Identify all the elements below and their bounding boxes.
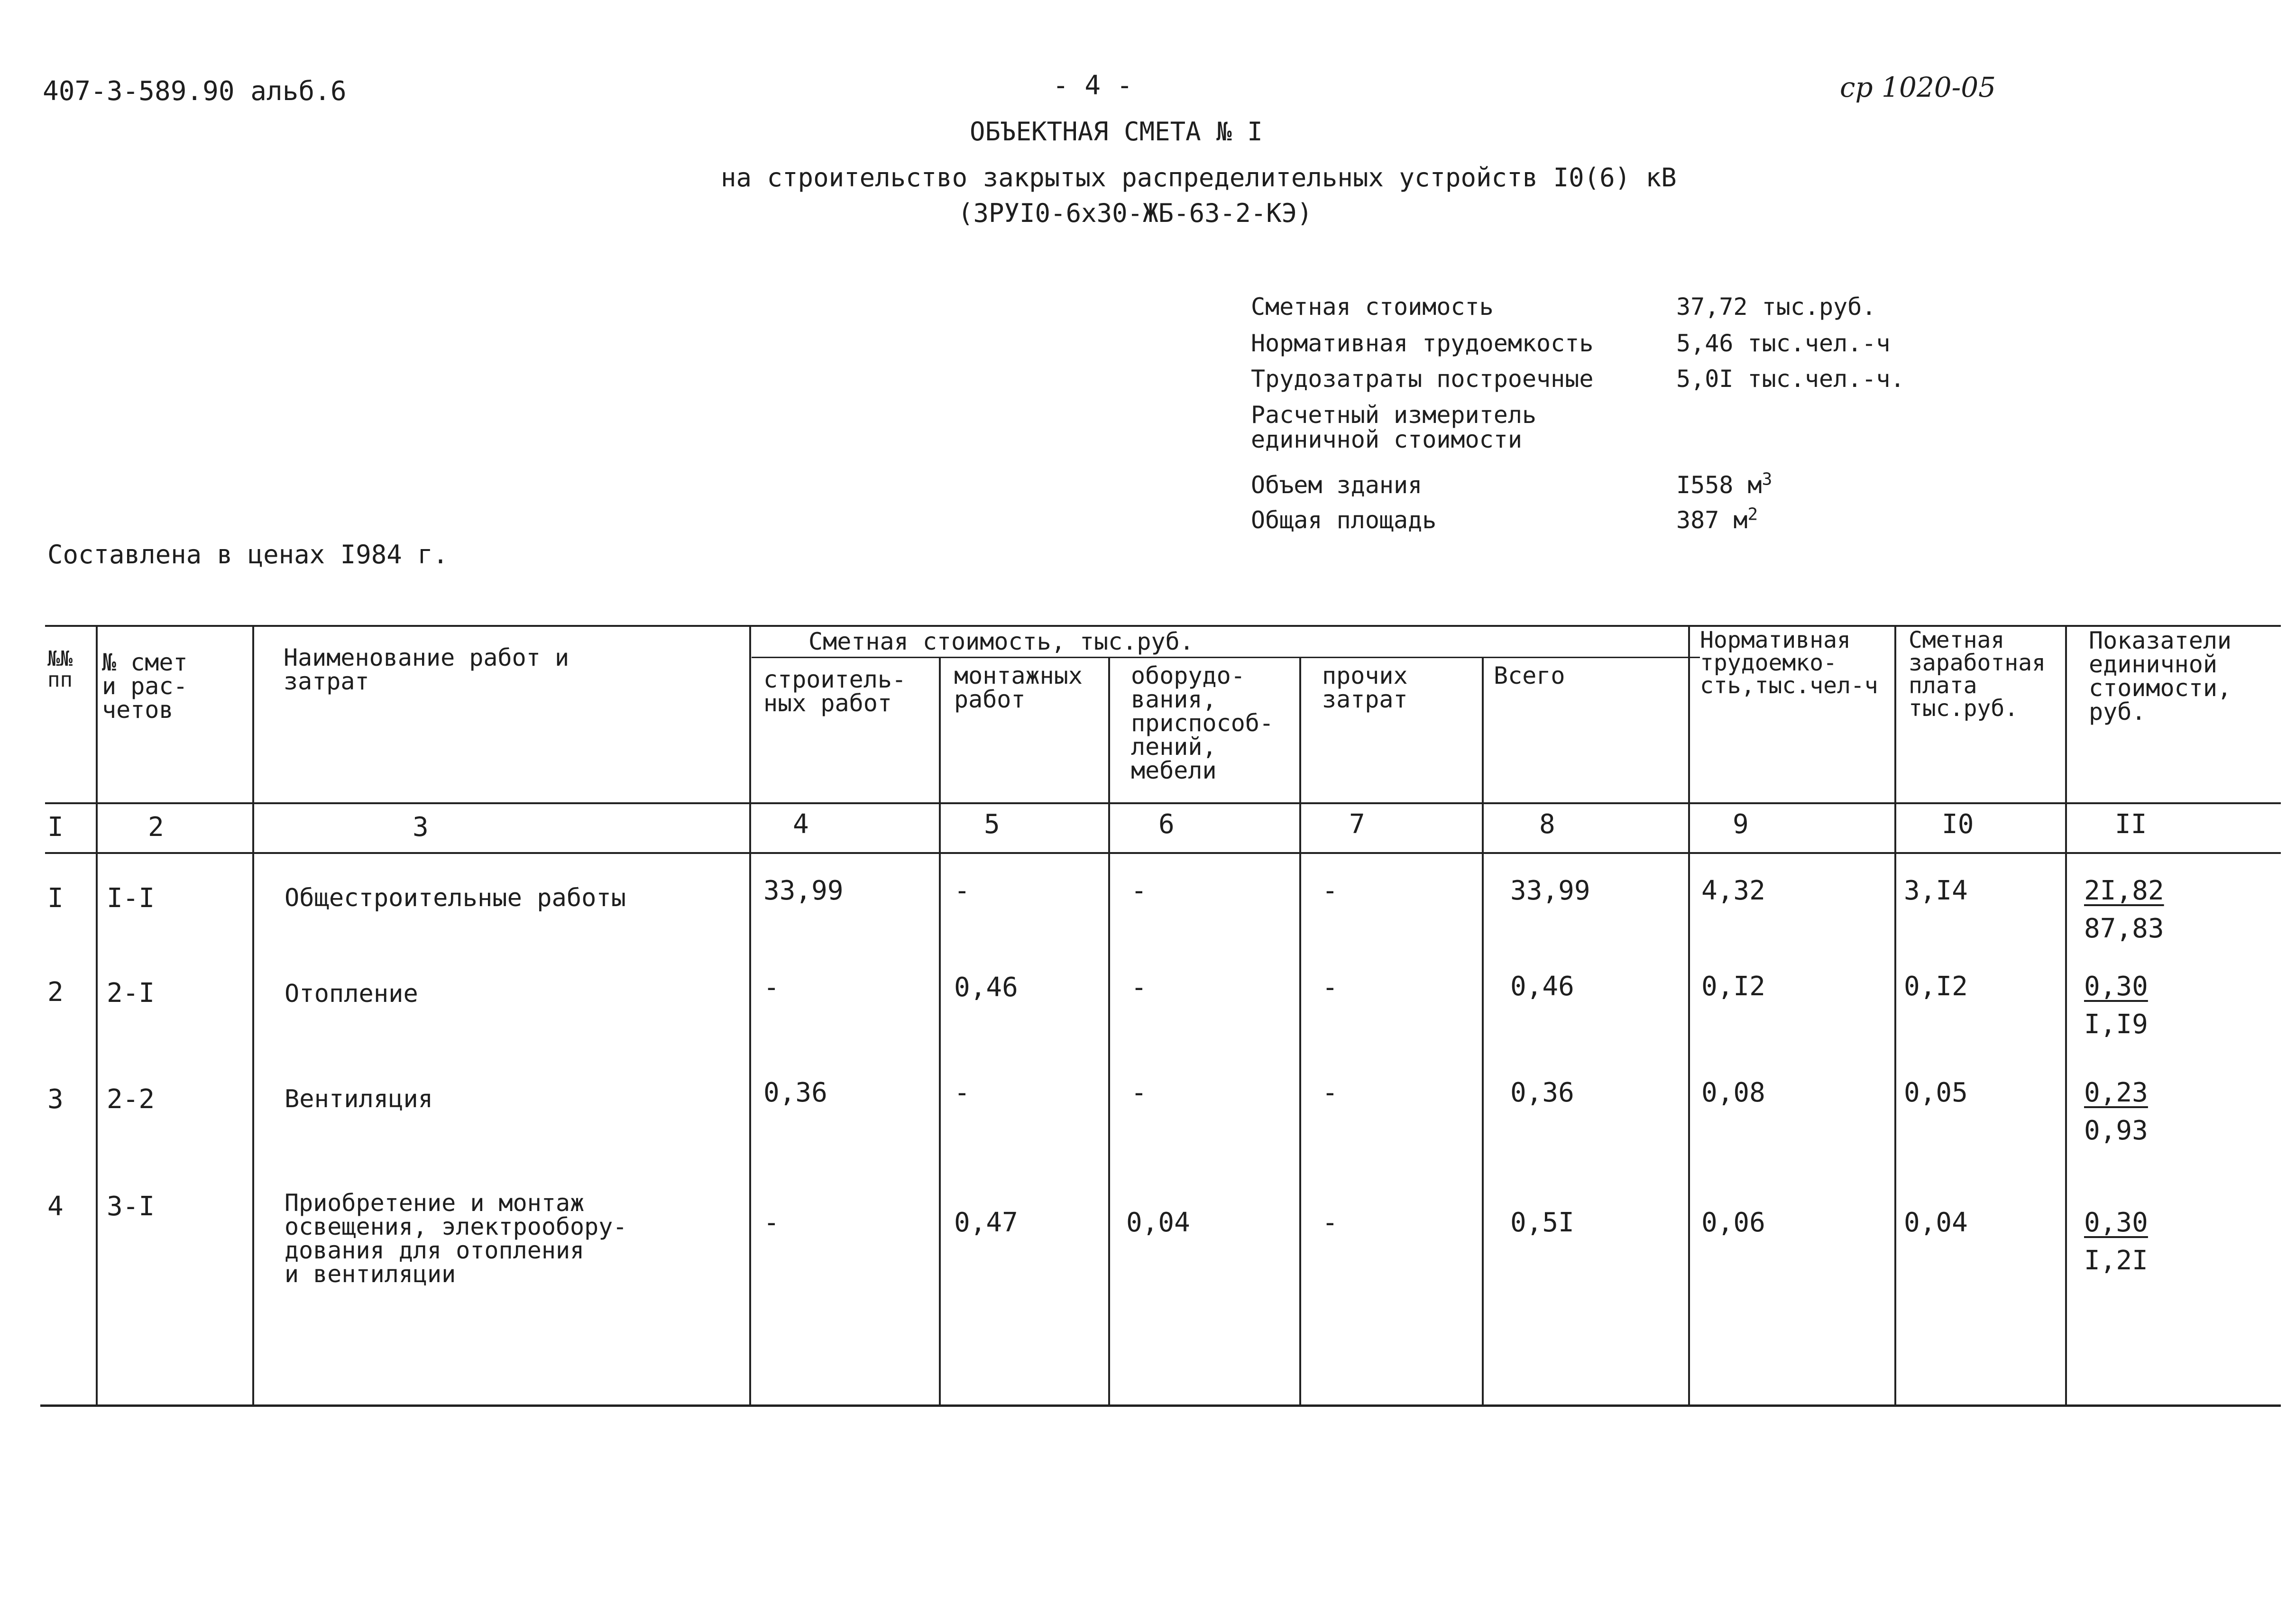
row-indicator-top: 2I,82 [2084, 875, 2164, 906]
row-number: 4 [47, 1191, 64, 1222]
colnum-2: 2 [148, 812, 164, 843]
row-other-cost: - [1322, 972, 1338, 1003]
row-indicator-top: 0,30 [2084, 1207, 2148, 1238]
header-col8: Всего [1494, 662, 1565, 689]
row-wage: 3,I4 [1904, 875, 1968, 906]
handwritten-stamp: ср 1020-05 [1840, 71, 1996, 103]
row-work-name: Общестроительные работы [285, 884, 626, 912]
summary-volume-value [1676, 469, 1773, 499]
colnum-9: 9 [1733, 809, 1749, 840]
summary-onsite-value: 5,0I тыс.чел.-ч. [1676, 365, 1905, 393]
row-mounting-cost: - [954, 1077, 970, 1108]
col-divider-2 [252, 625, 254, 1405]
colnum-11: II [2115, 809, 2147, 840]
row-number: 3 [47, 1084, 64, 1115]
colnum-8: 8 [1539, 809, 1555, 840]
summary-cost-label: Сметная стоимость [1251, 293, 1494, 321]
area-unit-exponent: 2 [1747, 505, 1758, 524]
page-subtitle-line2: (ЗРУI0-6х30-ЖБ-63-2-КЭ) [958, 198, 1313, 228]
colnum-6: 6 [1158, 809, 1175, 840]
summary-cost-value: 37,72 тыс.руб. [1676, 293, 1876, 321]
row-construction-cost: 33,99 [763, 875, 844, 906]
header-col7: прочих затрат [1322, 662, 1408, 713]
row-construction-cost: - [763, 972, 780, 1003]
colnum-4: 4 [793, 809, 809, 840]
header-col11: Показатели единичной стоимости, руб. [2089, 627, 2232, 725]
prices-note: Составлена в ценах I984 г. [47, 540, 449, 569]
volume-unit-exponent: 3 [1762, 469, 1773, 489]
row-construction-cost: - [763, 1207, 780, 1238]
row-work-name: Отопление [285, 980, 418, 1008]
row-construction-cost: 0,36 [763, 1077, 827, 1108]
page-subtitle-line1: на строительство закрытых распределительных устройств I0(6) кВ [721, 163, 1677, 193]
colnum-10: I0 [1942, 809, 1974, 840]
row-work-name: Приобретение и монтаж освещения, электрообору- дования для отопления и вентиляции [285, 1189, 627, 1288]
summary-area-label: Общая площадь [1251, 506, 1437, 534]
header-col6: оборудо- вания, приспособ- лений, мебели [1131, 662, 1274, 784]
header-col9: Нормативная трудоемко- сть,тыс.чел-ч [1700, 627, 1878, 699]
area-value-text: 387 м [1676, 506, 1748, 534]
row-labor: 0,I2 [1701, 971, 1765, 1002]
row-total-cost: 33,99 [1510, 875, 1590, 906]
header-col2: № смет и рас- четов [102, 649, 188, 724]
volume-value-text: I558 м [1676, 471, 1762, 499]
row-equipment-cost: - [1131, 875, 1147, 906]
row-labor: 0,08 [1701, 1077, 1765, 1108]
col-divider-4 [939, 658, 941, 1405]
col-divider-5 [1108, 658, 1110, 1405]
summary-onsite-label: Трудозатраты построечные [1251, 365, 1594, 393]
header-col1: №№ пп [47, 647, 73, 692]
header-col5: монтажных работ [954, 662, 1083, 713]
summary-labor-label: Нормативная трудоемкость [1251, 330, 1594, 357]
colnum-5: 5 [984, 809, 1000, 840]
cost-group-divider [752, 657, 1700, 658]
row-total-cost: 0,5I [1510, 1207, 1574, 1238]
header-cost-group: Сметная стоимость, тыс.руб. [808, 628, 1194, 655]
colnum-7: 7 [1349, 809, 1365, 840]
col-divider-7 [1482, 658, 1484, 1405]
document-code: 407-3-589.90 альб.6 [43, 76, 347, 107]
col-divider-3 [749, 625, 751, 1405]
summary-area-value [1676, 507, 1758, 533]
row-estimate-number: 3-I [107, 1191, 155, 1222]
row-work-name: Вентиляция [285, 1085, 433, 1113]
summary-labor-value: 5,46 тыс.чел.-ч [1676, 330, 1891, 357]
row-equipment-cost: 0,04 [1126, 1207, 1190, 1238]
column-numbers-bottom-border [45, 852, 2281, 854]
page-title: ОБЪЕКТНАЯ СМЕТА № I [970, 117, 1263, 147]
row-wage: 0,05 [1904, 1077, 1968, 1108]
col-divider-8 [1688, 625, 1690, 1405]
col-divider-6 [1299, 658, 1301, 1405]
row-mounting-cost: 0,46 [954, 972, 1018, 1003]
row-indicator-bottom: I,2I [2084, 1245, 2148, 1276]
row-estimate-number: I-I [107, 883, 155, 914]
row-mounting-cost: 0,47 [954, 1207, 1018, 1238]
row-other-cost: - [1322, 1207, 1338, 1238]
header-col3: Наименование работ и затрат [284, 644, 569, 695]
table-bottom-border [40, 1404, 2281, 1407]
row-indicator-bottom: I,I9 [2084, 1009, 2148, 1040]
row-labor: 0,06 [1701, 1207, 1765, 1238]
header-col10: Сметная заработная плата тыс.руб. [1909, 627, 2046, 722]
col-divider-10 [2065, 625, 2067, 1405]
row-equipment-cost: - [1131, 1077, 1147, 1108]
summary-volume-label: Объем здания [1251, 471, 1423, 499]
col-divider-9 [1894, 625, 1896, 1405]
row-indicator-top: 0,30 [2084, 971, 2148, 1002]
header-bottom-border [45, 802, 2281, 804]
row-wage: 0,I2 [1904, 971, 1968, 1002]
row-mounting-cost: - [954, 875, 970, 906]
row-wage: 0,04 [1904, 1207, 1968, 1238]
row-other-cost: - [1322, 1077, 1338, 1108]
page-number: - 4 - [1053, 70, 1133, 101]
colnum-3: 3 [413, 812, 429, 843]
row-labor: 4,32 [1701, 875, 1765, 906]
colnum-1: I [47, 812, 64, 843]
row-estimate-number: 2-2 [107, 1084, 155, 1115]
row-total-cost: 0,46 [1510, 971, 1574, 1002]
row-indicator-bottom: 87,83 [2084, 913, 2164, 944]
row-total-cost: 0,36 [1510, 1077, 1574, 1108]
header-col4: строитель- ных работ [763, 666, 907, 717]
row-estimate-number: 2-I [107, 978, 155, 1009]
summary-measure-label-2: единичной стоимости [1251, 426, 1522, 453]
summary-measure-label-1: Расчетный измеритель [1251, 401, 1537, 429]
row-number: I [47, 883, 64, 914]
row-equipment-cost: - [1131, 972, 1147, 1003]
row-indicator-bottom: 0,93 [2084, 1115, 2148, 1146]
row-other-cost: - [1322, 875, 1338, 906]
col-divider-1 [96, 625, 98, 1405]
row-number: 2 [47, 977, 64, 1008]
row-indicator-top: 0,23 [2084, 1077, 2148, 1108]
